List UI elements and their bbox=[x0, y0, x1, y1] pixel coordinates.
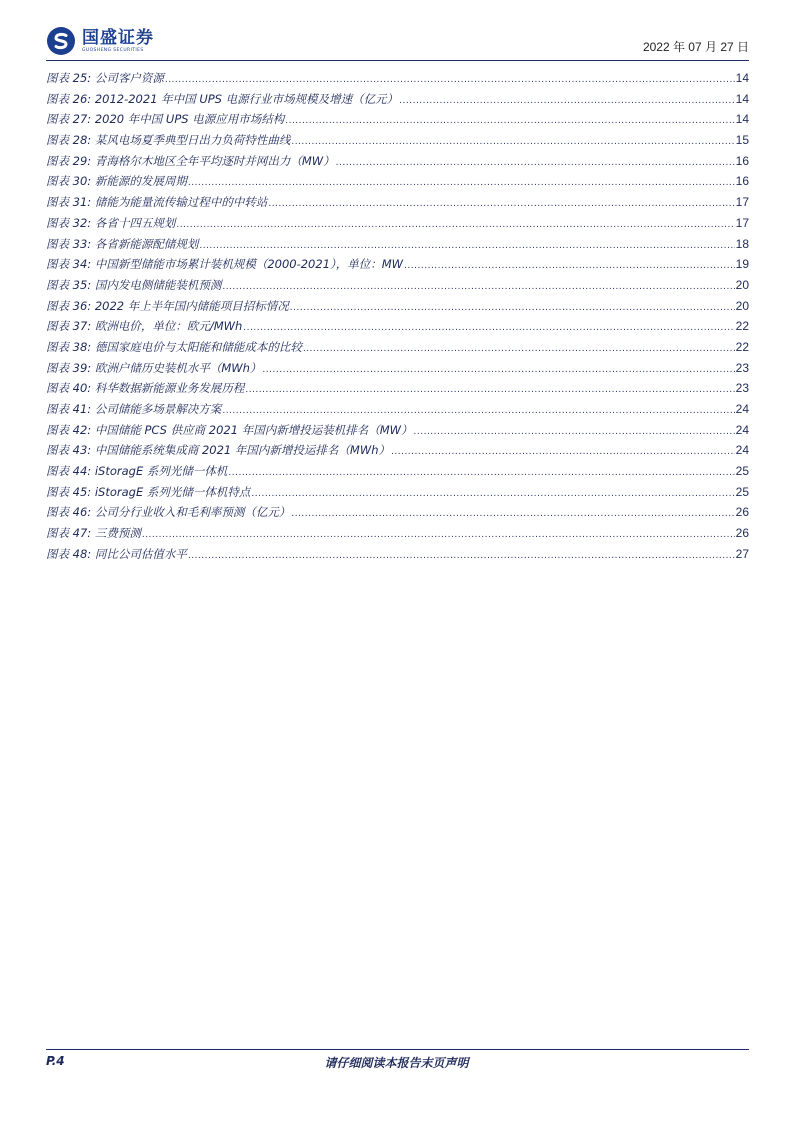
toc-entry[interactable] bbox=[46, 339, 749, 360]
toc-entry[interactable] bbox=[46, 380, 749, 401]
logo-name: 国盛证券 bbox=[82, 28, 154, 48]
toc-entry[interactable] bbox=[46, 91, 749, 112]
toc-entry[interactable] bbox=[46, 132, 749, 153]
toc-entry-page: 19 bbox=[735, 257, 749, 272]
toc-entry-page: 24 bbox=[735, 402, 749, 416]
toc-entry-title: 国内发电侧储能装机预测 bbox=[94, 277, 222, 292]
toc-entry-label: 图表 32: bbox=[46, 215, 92, 230]
toc-entry-title: 某风电场夏季典型日出力负荷特性曲线 bbox=[94, 133, 291, 148]
toc-leader-dots bbox=[222, 406, 734, 416]
toc-entry-page: 22 bbox=[735, 319, 749, 334]
toc-entry-label: 图表 34: bbox=[46, 257, 92, 272]
toc-leader-dots bbox=[245, 385, 734, 395]
toc-entry-label: 图表 31: bbox=[46, 195, 92, 210]
toc-entry-label: 图表 25: bbox=[46, 71, 92, 85]
toc-entry-title: 2022 年上半年国内储能项目招标情况 bbox=[94, 298, 289, 313]
toc-entry[interactable] bbox=[46, 525, 749, 546]
toc-entry-page: 23 bbox=[735, 360, 749, 375]
toc-entry-title: 储能为能量流传输过程中的中转站 bbox=[94, 195, 268, 210]
toc-entry-title: 中国储能系统集成商 2021 年国内新增投运排名（MWh） bbox=[94, 443, 390, 458]
toc-leader-dots bbox=[399, 96, 735, 106]
toc-entry-label: 图表 45: bbox=[46, 484, 92, 499]
toc-entry[interactable] bbox=[46, 442, 749, 463]
toc-entry-label: 图表 40: bbox=[46, 381, 92, 396]
toc-entry-title: iStoragE 系列光储一体机特点 bbox=[94, 484, 251, 499]
toc-entry-page: 24 bbox=[735, 443, 749, 458]
toc-entry[interactable] bbox=[46, 236, 749, 257]
toc-entry-page: 24 bbox=[735, 422, 749, 437]
toc-entry-page: 16 bbox=[735, 153, 749, 168]
footer-divider bbox=[46, 1049, 749, 1050]
toc-leader-dots bbox=[414, 427, 735, 437]
toc-entry-title: iStoragE 系列光储一体机 bbox=[94, 464, 228, 479]
toc-leader-dots bbox=[188, 551, 735, 561]
toc-entry[interactable] bbox=[46, 70, 749, 91]
toc-entry-title: 公司分行业收入和毛利率预测（亿元） bbox=[94, 505, 291, 520]
toc-leader-dots bbox=[262, 365, 734, 375]
footer-disclaimer: 请仔细阅读本报告末页声明 bbox=[324, 1056, 469, 1070]
toc-leader-dots bbox=[188, 178, 735, 188]
toc-entry-page: 26 bbox=[735, 526, 749, 541]
figure-list bbox=[46, 70, 749, 567]
toc-entry-title: 中国新型储能市场累计装机规模（2000-2021），单位：MW bbox=[94, 257, 404, 272]
toc-entry-page: 25 bbox=[735, 484, 749, 499]
toc-entry-title: 同比公司估值水平 bbox=[94, 546, 187, 561]
toc-leader-dots bbox=[251, 489, 734, 499]
toc-leader-dots bbox=[199, 241, 734, 251]
toc-entry-label: 图表 26: bbox=[46, 91, 92, 106]
toc-leader-dots bbox=[176, 220, 734, 230]
toc-entry[interactable] bbox=[46, 298, 749, 319]
toc-entry-page: 27 bbox=[735, 546, 749, 561]
toc-entry-page: 22 bbox=[735, 339, 749, 354]
toc-entry-title: 2012-2021 年中国 UPS 电源行业市场规模及增速（亿元） bbox=[94, 91, 399, 106]
toc-entry-label: 图表 29: bbox=[46, 153, 92, 168]
toc-entry-label: 图表 47: bbox=[46, 526, 92, 541]
footer-page-number: P.4 bbox=[46, 1054, 65, 1068]
toc-entry-label: 图表 38: bbox=[46, 339, 92, 354]
company-logo bbox=[46, 24, 154, 58]
toc-entry[interactable] bbox=[46, 153, 749, 174]
toc-entry-title: 各省十四五规划 bbox=[94, 215, 176, 230]
toc-entry-page: 14 bbox=[735, 71, 749, 85]
toc-entry-page: 14 bbox=[735, 112, 749, 127]
toc-leader-dots bbox=[303, 344, 735, 354]
toc-entry-label: 图表 28: bbox=[46, 133, 92, 148]
toc-entry-page: 26 bbox=[735, 505, 749, 520]
toc-entry-page: 14 bbox=[735, 91, 749, 106]
toc-entry-page: 17 bbox=[735, 215, 749, 230]
toc-entry[interactable] bbox=[46, 401, 749, 422]
toc-entry-label: 图表 27: bbox=[46, 112, 92, 127]
toc-entry-page: 15 bbox=[735, 133, 749, 148]
toc-entry-title: 各省新能源配储规划 bbox=[94, 236, 199, 251]
toc-entry-label: 图表 39: bbox=[46, 360, 92, 375]
toc-entry-title: 2020 年中国 UPS 电源应用市场结构 bbox=[94, 112, 285, 127]
toc-entry-label: 图表 41: bbox=[46, 402, 92, 416]
toc-entry[interactable] bbox=[46, 215, 749, 236]
toc-entry-title: 科华数据新能源业务发展历程 bbox=[94, 381, 245, 396]
toc-entry-label: 图表 43: bbox=[46, 443, 92, 458]
toc-entry-title: 欧洲户储历史装机水平（MWh） bbox=[94, 360, 262, 375]
logo-subtitle: GUOSHENG SECURITIES bbox=[82, 48, 144, 53]
toc-leader-dots bbox=[222, 282, 734, 292]
toc-entry-label: 图表 35: bbox=[46, 277, 92, 292]
toc-leader-dots bbox=[336, 158, 735, 168]
toc-entry-label: 图表 37: bbox=[46, 319, 92, 334]
toc-entry-title: 公司客户资源 bbox=[94, 71, 164, 85]
toc-entry[interactable] bbox=[46, 504, 749, 525]
toc-leader-dots bbox=[391, 447, 735, 457]
toc-leader-dots bbox=[291, 509, 734, 519]
toc-entry[interactable] bbox=[46, 111, 749, 132]
toc-entry[interactable] bbox=[46, 277, 749, 298]
toc-leader-dots bbox=[290, 303, 735, 313]
toc-entry-page: 25 bbox=[735, 464, 749, 479]
toc-entry-label: 图表 36: bbox=[46, 298, 92, 313]
toc-leader-dots bbox=[228, 468, 734, 478]
header-divider bbox=[46, 60, 749, 61]
toc-leader-dots bbox=[404, 261, 735, 271]
toc-entry[interactable] bbox=[46, 484, 749, 505]
toc-entry-title: 德国家庭电价与太阳能和储能成本的比较 bbox=[94, 339, 302, 354]
toc-entry-label: 图表 48: bbox=[46, 546, 92, 561]
toc-leader-dots bbox=[165, 75, 735, 85]
toc-entry[interactable] bbox=[46, 173, 749, 194]
toc-entry-label: 图表 30: bbox=[46, 174, 92, 189]
toc-entry-title: 中国储能 PCS 供应商 2021 年国内新增投运装机排名（MW） bbox=[94, 422, 413, 437]
toc-leader-dots bbox=[285, 116, 734, 126]
toc-entry-label: 图表 44: bbox=[46, 464, 92, 479]
page-header bbox=[46, 22, 749, 60]
toc-entry-title: 三费预测 bbox=[94, 526, 141, 541]
toc-entry[interactable] bbox=[46, 318, 749, 339]
toc-entry-page: 16 bbox=[735, 174, 749, 189]
toc-entry-label: 图表 33: bbox=[46, 236, 92, 251]
toc-entry[interactable] bbox=[46, 422, 749, 443]
toc-entry-page: 18 bbox=[735, 236, 749, 251]
toc-entry[interactable] bbox=[46, 256, 749, 277]
toc-leader-dots bbox=[243, 323, 734, 333]
toc-leader-dots bbox=[142, 530, 735, 540]
toc-entry[interactable] bbox=[46, 546, 749, 567]
toc-entry-title: 青海格尔木地区全年平均逐时并网出力（MW） bbox=[94, 153, 335, 168]
toc-entry-label: 图表 42: bbox=[46, 422, 92, 437]
toc-entry-title: 欧洲电价，单位：欧元/MWh bbox=[94, 319, 243, 334]
toc-entry-page: 20 bbox=[735, 277, 749, 292]
toc-entry-page: 17 bbox=[735, 195, 749, 210]
toc-entry-title: 公司储能多场景解决方案 bbox=[94, 402, 222, 416]
toc-entry-page: 23 bbox=[735, 381, 749, 396]
toc-entry[interactable] bbox=[46, 194, 749, 215]
toc-entry-title: 新能源的发展周期 bbox=[94, 174, 187, 189]
toc-entry[interactable] bbox=[46, 463, 749, 484]
toc-leader-dots bbox=[268, 199, 734, 209]
toc-entry-label: 图表 46: bbox=[46, 505, 92, 520]
toc-entry-page: 20 bbox=[735, 298, 749, 313]
logo-mark-icon bbox=[46, 26, 76, 56]
report-date: 2022 年 07 月 27 日 bbox=[642, 40, 749, 54]
toc-leader-dots bbox=[291, 137, 734, 147]
toc-entry[interactable] bbox=[46, 360, 749, 381]
